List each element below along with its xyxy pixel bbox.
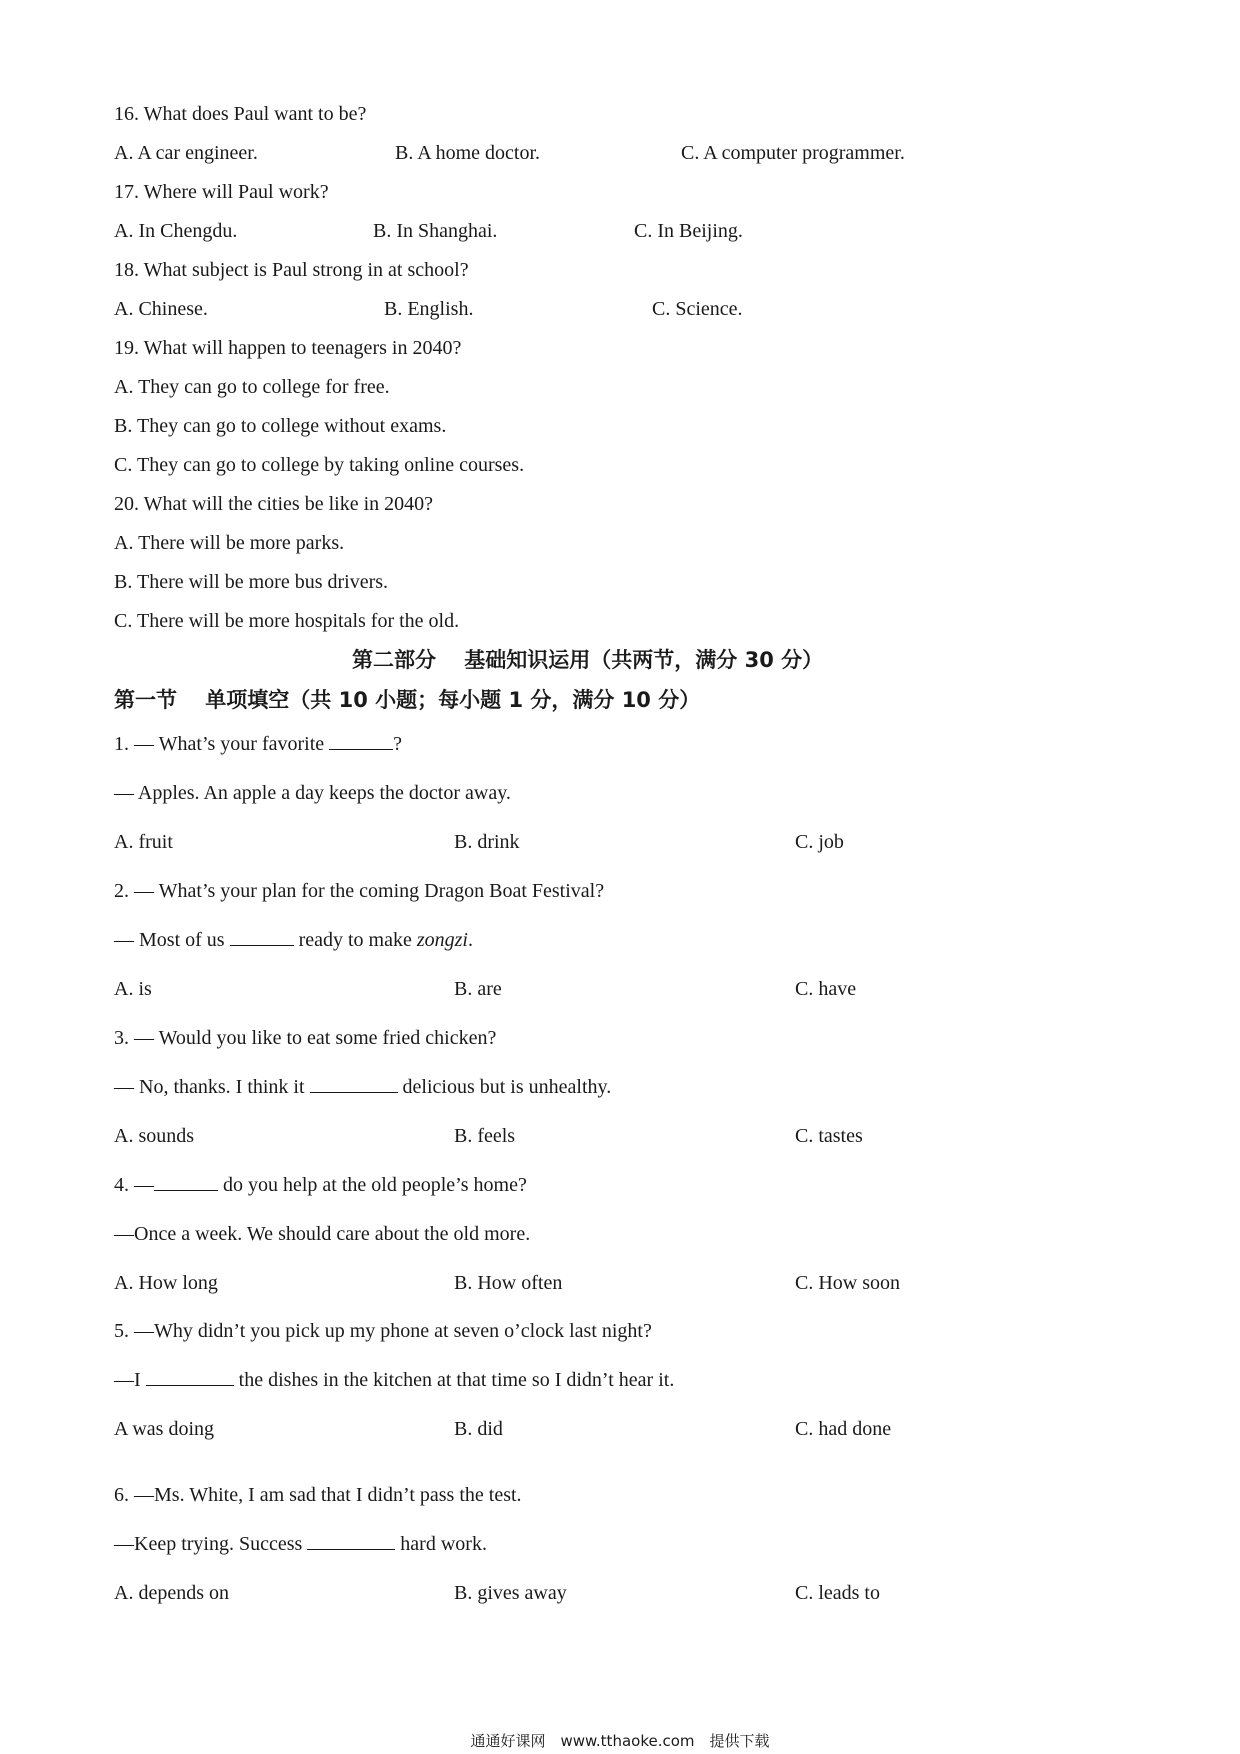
answer-suffix: the dishes in the kitchen at that time so I didn’t hear it. [233, 1369, 675, 1391]
option-a: A. In Chengdu. [114, 220, 238, 242]
option-b: B. There will be more bus drivers. [114, 571, 389, 593]
answer-blank [307, 1531, 395, 1550]
answer-text [114, 1367, 674, 1393]
question-prefix: 1. — What’s your favorite [114, 733, 330, 755]
option-a: A. is [114, 978, 152, 1000]
option-a: A. A car engineer. [114, 142, 258, 164]
answer-prefix: — No, thanks. I think it [114, 1076, 310, 1098]
answer-prefix: — Most of us [114, 929, 230, 951]
option-c: C. leads to [795, 1582, 880, 1604]
question-text: 17. Where will Paul work? [114, 181, 329, 203]
option-c: C. They can go to college by taking online courses. [114, 454, 525, 476]
option-b: B. drink [454, 831, 520, 853]
answer-text [114, 1074, 611, 1100]
option-c: C. had done [795, 1418, 892, 1440]
option-b: B. feels [454, 1125, 516, 1147]
answer-blank [230, 927, 294, 946]
question-suffix: ? [393, 733, 403, 755]
option-b: B. are [454, 978, 502, 1000]
option-c: C. In Beijing. [634, 220, 743, 242]
option-c: C. Science. [652, 298, 743, 320]
option-a: A. sounds [114, 1125, 195, 1147]
option-b: B. How often [454, 1272, 563, 1294]
question-text: 2. — What’s your plan for the coming Dragon Boat Festival? [114, 880, 605, 902]
question-text: 6. —Ms. White, I am sad that I didn’t pass the test. [114, 1484, 522, 1506]
answer-text [114, 1531, 487, 1557]
question-text [114, 1172, 527, 1198]
answer-suffix: hard work. [395, 1533, 487, 1555]
question-text: 20. What will the cities be like in 2040? [114, 493, 434, 515]
answer-prefix: —I [114, 1369, 146, 1391]
answer-end: . [467, 929, 473, 951]
page-footer: 通通好课网 www.tthaoke.com 提供下载 [470, 1732, 770, 1750]
option-b: B. did [454, 1418, 503, 1440]
option-b: B. gives away [454, 1582, 567, 1604]
answer-blank [329, 731, 393, 750]
question-text [114, 731, 402, 757]
option-a: A was doing [114, 1418, 214, 1440]
part-title: 第二部分 基础知识运用（共两节，满分 30 分） [352, 648, 824, 672]
answer-blank [146, 1367, 234, 1386]
option-a: A. They can go to college for free. [114, 376, 390, 398]
question-suffix: do you help at the old people’s home? [218, 1174, 527, 1196]
question-text: 19. What will happen to teenagers in 2040? [114, 337, 462, 359]
question-text: 18. What subject is Paul strong in at school? [114, 259, 469, 281]
option-b: B. They can go to college without exams. [114, 415, 447, 437]
section-title: 第一节 单项填空（共 10 小题；每小题 1 分，满分 10 分） [114, 688, 701, 712]
option-a: A. depends on [114, 1582, 229, 1604]
question-text: 16. What does Paul want to be? [114, 103, 367, 125]
option-c: C. How soon [795, 1272, 901, 1294]
option-c: C. A computer programmer. [681, 142, 905, 164]
answer-suffix: delicious but is unhealthy. [397, 1076, 612, 1098]
answer-blank [310, 1074, 398, 1093]
option-a: A. How long [114, 1272, 218, 1294]
option-b: B. In Shanghai. [373, 220, 498, 242]
option-c: C. have [795, 978, 857, 1000]
answer-italic-word: zongzi [416, 929, 468, 951]
answer-text: —Once a week. We should care about the old more. [114, 1223, 531, 1245]
answer-text: — Apples. An apple a day keeps the doctor away. [114, 782, 511, 804]
option-a: A. fruit [114, 831, 173, 853]
option-b: B. English. [384, 298, 474, 320]
answer-blank [154, 1172, 218, 1191]
answer-prefix: —Keep trying. Success [114, 1533, 308, 1555]
option-c: C. tastes [795, 1125, 863, 1147]
question-text: 5. —Why didn’t you pick up my phone at seven o’clock last night? [114, 1320, 652, 1342]
question-prefix: 4. — [114, 1174, 154, 1196]
option-c: C. There will be more hospitals for the old. [114, 610, 460, 632]
answer-suffix: ready to make [293, 929, 417, 951]
answer-text [114, 927, 473, 953]
option-b: B. A home doctor. [395, 142, 540, 164]
option-a: A. Chinese. [114, 298, 208, 320]
option-c: C. job [795, 831, 844, 853]
question-text: 3. — Would you like to eat some fried chicken? [114, 1027, 497, 1049]
option-a: A. There will be more parks. [114, 532, 345, 554]
